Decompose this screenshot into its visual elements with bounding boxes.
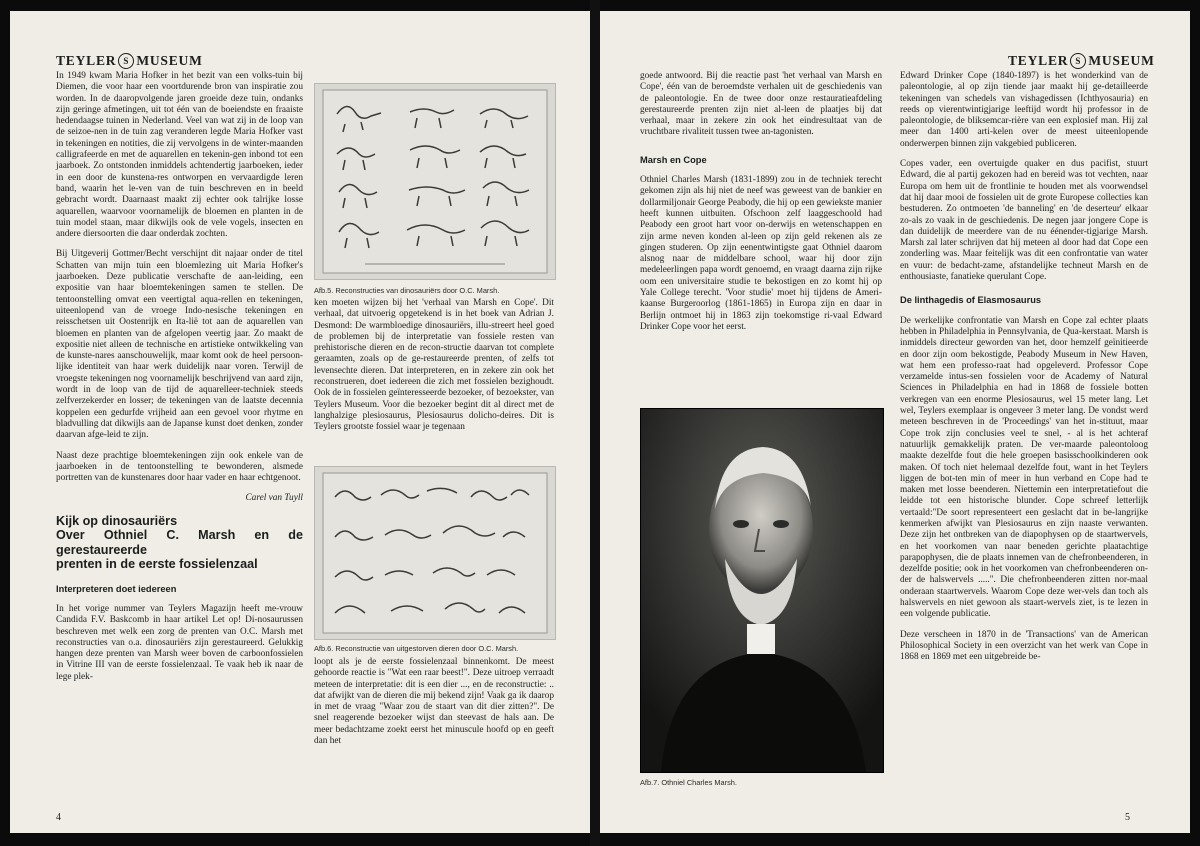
- right-column-2: [900, 71, 1148, 673]
- article-title: Kijk op dinosauriërs Over Othniel C. Marsh en de gerestaureerde prenten in de eerste fossielenzaal: [56, 513, 303, 572]
- paragraph: Bij Uitgeverij Gottmer/Becht verschijnt dit najaar onder de titel Schatten van mijn tuin een bloemlezing uit Maria Hofker's jaarboeken. Deze publicatie verschafte de aan-leiding, een expositie van haar bloemtekeningen samen te stellen. De tentoonstelling omvat een veertigtal aqua-rellen en tekeningen, uiteenlopend van de vroege Indo-nesische tekeningen en reisschetsen uit Oostenrijk en Ita-lië tot aan de aquarellen van bloemen en planten van de afgelopen veertig jaar. Zo maakt de expositie niet alleen de technische en artistieke ontwikkeling van de kunste-nares aanschouwelijk, maar komt ook de heel persoon-lijke identiteit van haar werk duidelijk naar voren. Terwijl de vroegste tekeningen nog voornamelijk beschrijvend van aard zijn, wordt in de loop van de tijd de aquarelleer-techniek steeds zelfverzekerder en losser; de tekeningen van de laatste decennia koppelen een gedurfde vrijheid aan een gevoel voor rhytme en bladvulling dat dikwijls aan de Japanse kunst doet denken, zonder daarvan afge-leid te zijn.: [56, 249, 303, 441]
- paragraph: In 1949 kwam Maria Hofker in het bezit van een volks-tuin bij Diemen, die voor haar een voortdurende bron van inspiratie zou worden. In de daaropvolgende jaren groeide deze tuin, ondanks zijn geringe afmetingen, uit tot één van de boeiendste en fraaiste hedendaagse tuinen in Nederland. Veel van wat zij in de loop van de seizoe-nen in de tuin zag veranderen legde Maria Hofker vast in tekeningen en notities, die zij vervolgens in de winter-maanden calligrafeerde en met de aquarellen en tekenin-gen inbond tot een jaarboek. Zo ontstonden inmiddels achtendertig jaarboeken, ieder in een door de kunstena-res ontworpen en vervaardigde leren band, waarin het le-ven van de tuin beschreven en in beeld gebracht wordt. Daarnaast maakt zij echter ook talrijke losse aquarellen, waarvoor voornamelijk de bloemen en planten in de tuin model staan, maar dikwijls ook de vele vogels, insecten en andere diersoorten die daar onderdak zochten.: [56, 71, 303, 240]
- paragraph: In het vorige nummer van Teylers Magazijn heeft me-vrouw Candida F.V. Baskcomb in haar artikel Let op! Di-nosaurussen beschreven met welk een zorg de prenten van O.C. Marsh met reconstructies van o.a. dinosauriërs zijn gerestaureerd. Gelukkig hangen deze prenten van Marsh weer boven de carboonfossielen in Vitrine III van de eerste fossielenzaal. Te vaak heb ik naar de lege plek-: [56, 603, 303, 682]
- section-heading: De linthagedis of Elasmosaurus: [900, 295, 1042, 306]
- left-column-1: [56, 71, 303, 692]
- paragraph: loopt als je de eerste fossielenzaal binnenkomt. De meest gehoorde reactie is "Wat een raar beest!". Deze uitroep verraadt meteen de interpretatie: dit is een dier ..., en de reconstructie: .. dat afwijkt van de dieren die mij bekend zijn! Vaak ga ik daarop in met de vraag "Waar zou de staart van dit dier zitten?". De snel reagerende bezoeker wijst dan steevast de hals aan. De meer bedachtzame zoekt eerst het minuscule hoofd op en geeft dan het: [314, 657, 554, 747]
- spread-gutter: [590, 0, 600, 846]
- museum-logo-left: TEYLER S MUSEUM: [56, 53, 203, 68]
- figure-6-extinct-animals: [314, 466, 556, 640]
- paragraph: Deze verscheen in 1870 in de 'Transactions' van de American Philosophical Society in een overzicht van het werk van Cope in 1868 en 1869 met een uitgebreide be-: [900, 629, 1148, 663]
- paragraph: Othniel Charles Marsh (1831-1899) zou in de techniek terecht gekomen zijn als hij niet de neef was geweest van de bankier en dollarmiljonair George Peabody, die hij op een gewiekste manier heeft kunnen uitbuiten. Ofschoon zelf laaggeschoold had Peabody een groot hart voor on-derwijs en wetenschappen en zijn arme neven konden al-leen op zijn geld rekenen als ze gingen studeren. Op zijn eenentwintigste gaat Othniel daarom alsnog naar de middelbare school, waar hij door zijn medeleerlingen papa wordt genoemd, en vraagt daarna zijn rijke oom een universitaire studie te bekostigen en zo komt hij op Yale College terecht. 'Voor studie' moet hij tijdens de Ameri-kaanse Burgeroorlog (1861-1865) in Europa zijn en daar in Berlijn ontmoet hij in 1863 zijn toekomstige ri-vaal Edward Drinker Cope voor het eerst.: [640, 175, 882, 332]
- figure-6-caption: Afb.6. Reconstructie van uitgestorven dieren door O.C. Marsh.: [314, 644, 519, 653]
- figure-7-marsh-portrait: [640, 408, 884, 773]
- page-number: 5: [1125, 812, 1130, 823]
- paragraph: ken moeten wijzen bij het 'verhaal van Marsh en Cope'. Dit verhaal, dat uitvoerig opgetekend is in het boek van Adrian J. Desmond: De warmbloedige dinosauriërs, illu-streert heel goed de problemen bij de interpretatie van fossiele resten van prehistorische dieren en de recon-structie daarvan tot complete geraamten, zoals op de ge-restaureerde prenten, of zelfs tot levensechte dieren. Dat interpreteren, en in zekere zin ook het reconstrueren, doet iedereen die zich met fossielen bezighoudt. Ook de in fossielen geïnteresseerde bezoeker, of bezoekster, van Teylers Museum. Voor die bezoeker begint dit al direct met de langhalzige plesiosaurus, Plesiosaurus dolicho-deires. Dit is Teylers grootste fossiel waar je tegenaan: [314, 298, 554, 433]
- left-page: [10, 11, 590, 833]
- paragraph: Edward Drinker Cope (1840-1897) is het wonderkind van de paleontologie, al op zijn tiende jaar maakt hij ge-detailleerde tekeningen van schedels van vishagedissen (Ichthyosauria) en reeds op vierentwintigjarige leeftijd wordt hij professor in de paleontologie, de bliksemcar-rière van een explosief man. Hij zal meer dan 1400 arti-kelen over de meest uiteenlopende onderwerpen binnen zijn vakgebied publiceren.: [900, 71, 1148, 149]
- paragraph: Naast deze prachtige bloemtekeningen zijn ook enkele van de jaarboeken in de tentoonstelling te bewonderen, alsmede portretten van de kunstenares door haar vader en haar echtgenoot.: [56, 450, 303, 484]
- figure-5-dinosaur-reconstructions: [314, 83, 556, 280]
- section-heading: Marsh en Cope: [640, 154, 707, 165]
- paragraph: Copes vader, een overtuigde quaker en dus pacifist, stuurt Edward, die al partij gekozen had en bereid was tot vechten, naar Europa om hem uit de frontlinie te houden met als voorwendsel dat hij daar mooi de fossielen uit de grote Europese collecties kan bestuderen. Zo ontmoeten 'de banneling' en 'de deserteur' elkaar zo-als zo vaak in de geschiedenis. De negen jaar jongere Cope is dan duidelijk de meerdere van de nu éénender-tigjarige Marsh. Marsh zal later schrijven dat hij meteen al door had dat Cope een zonderling was. Maar feitelijk was dit een confrontatie van water en vuur: de bedacht-zame, afstandelijke techneut Marsh en de enthousiaste, fanatieke querulant Cope.: [900, 159, 1148, 283]
- museum-seal-icon: S: [118, 53, 134, 69]
- signature: Carel van Tuyll: [245, 493, 303, 504]
- left-column-2-continued: [314, 657, 554, 756]
- section-heading: Interpreteren doet iedereen: [56, 583, 177, 594]
- page-number: 4: [56, 812, 61, 823]
- paragraph: goede antwoord. Bij die reactie past 'het verhaal van Marsh en Cope', één van de beroemdste verhalen uit de geschiedenis van de paleontologie. En de twee door onze restauratieafdeling gerestaureerde prenten zijn niet al-leen de plaatjes bij dat verhaal, maar in zekere zin ook het eindresultaat van de vruchtbare rivaliteit tussen twee an-tagonisten.: [640, 71, 882, 138]
- figure-7-caption: Afb.7. Othniel Charles Marsh.: [640, 778, 737, 787]
- right-page: [600, 11, 1190, 833]
- paragraph: De werkelijke confrontatie van Marsh en Cope zal echter plaats hebben in Philadelphia in Pennsylvania, de Qua-kerstaat. Marsh is inmiddels directeur geworden van het, door hemzelf geïnitieerde en door zijn oom bekostigde, Peabody Museum in New Haven, wat hem een professo-raat had opgeleverd. Professor Cope verzamelde intus-sen fossielen voor de Academy of Natural Sciences in Philadelphia en had in 1868 de fossiele botten verkregen van een enorme Plesiosaurus, wel 15 meter lang. Let wel, Teylers exemplaar is ongeveer 3 meter lang. De vondst werd meteen beschreven in de 'Proceedings' van het in-stituut, maar Cope trok zijn conclusies veel te snel, - al is het achteraf natuurlijk gemakkelijk praten. De ver-maarde paleontoloog maakte dezelfde fout die hele groepen basisschoolkinderen ook maken. Of toch niet helemaal dezelfde fout, want in het Teylers liggen de bot-ten min of meer in hun verband en Cope had te maken met losse beenderen. Niettemin een interpretatiefout die leidde tot een historische blunder. Cope schreef letterlijk vertaald:"De soort representeert een geslacht dat in be-langrijke kenmerken afwijkt van Plesiosaurus en zijn naaste verwanten. Deze zijn het ontbreken van de diapophysen op de staartwervels, en het voorkomen van naar beneden gerichte plaatachtige parapophysen, die de plaats innemen van de chefronbeenderen, in dezelfde positie; ook in het voorkomen van chefronbeenderen on-der de halswervels .....". Die chefronbeenderen zitten nor-maal onderaan staartwervels. Waarom Cope deze wer-vels dan toch als halswervels en niet gewoon als staart-wervels ziet, is te lezen in een volgende publicatie.: [900, 315, 1148, 620]
- right-column-1: [640, 71, 882, 342]
- museum-logo-right: TEYLER S MUSEUM: [1008, 53, 1155, 68]
- left-column-2: [314, 298, 554, 443]
- figure-5-caption: Afb.5. Reconstructies van dinosauriërs door O.C. Marsh.: [314, 286, 500, 295]
- museum-seal-icon: S: [1070, 53, 1086, 69]
